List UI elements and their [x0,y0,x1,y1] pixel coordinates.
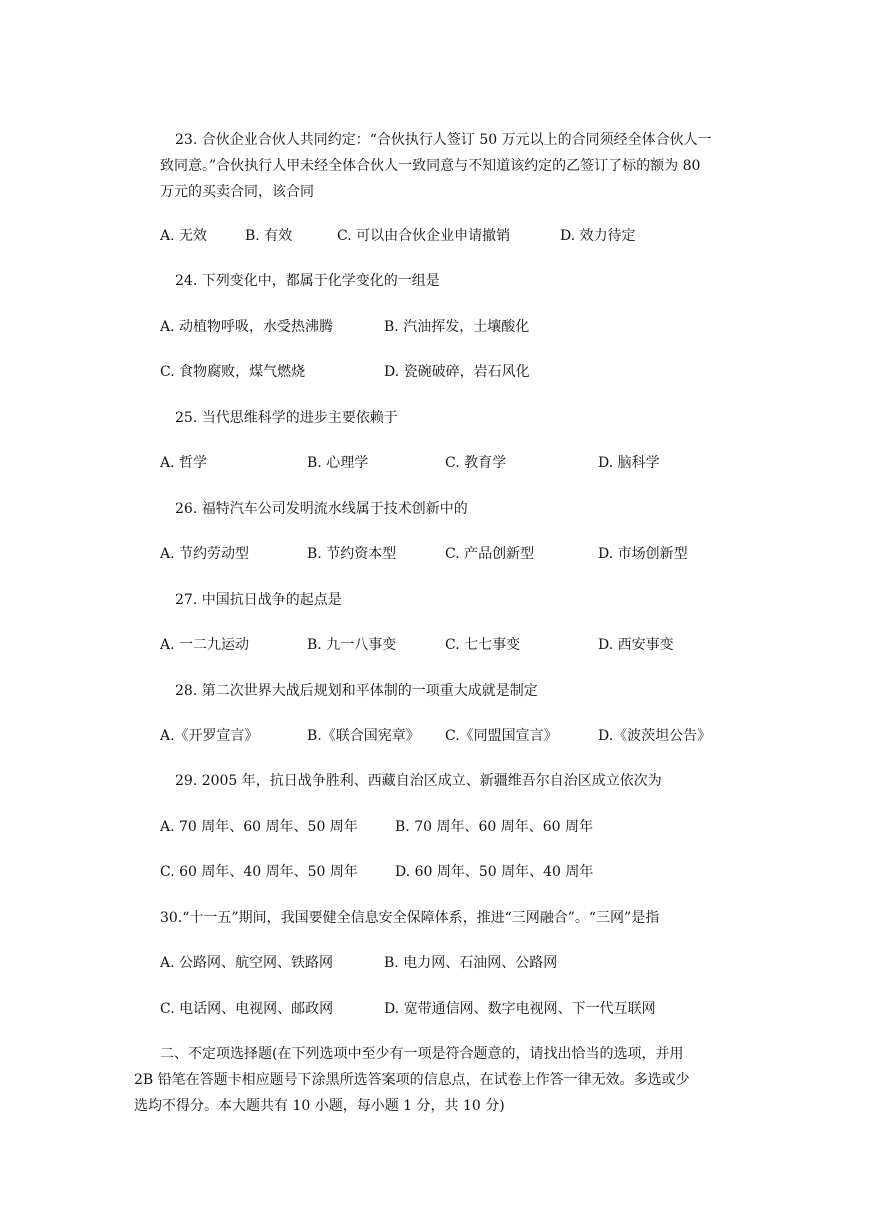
q26-stem: 26. 福特汽车公司发明流水线属于技术创新中的 [175,501,468,517]
q23-option-a: A. 无效 [160,228,208,244]
q25-option-a: A. 哲学 [160,455,208,471]
q24-option-c: C. 食物腐败，煤气燃烧 [160,364,306,380]
q25-option-d: D. 脑科学 [598,455,660,471]
q27-stem: 27. 中国抗日战争的起点是 [175,592,342,608]
q23-option-c: C. 可以由合伙企业申请撤销 [337,228,511,244]
q30-option-c: C. 电话网、电视网、邮政网 [160,1001,334,1017]
section2-intro-line-3: 选均不得分。本大题共有 10 小题，每小题 1 分，共 10 分) [134,1098,505,1114]
q25-stem: 25. 当代思维科学的进步主要依赖于 [175,410,398,426]
q28-option-a: A.《开罗宣言》 [160,728,259,744]
q25-option-c: C. 教育学 [445,455,507,471]
q27-option-b: B. 九一八事变 [307,637,397,653]
q28-option-d: D.《波茨坦公告》 [598,728,712,744]
q24-option-a: A. 动植物呼吸，水受热沸腾 [160,319,334,335]
q24-option-d: D. 瓷碗破碎，岩石风化 [384,364,530,380]
q30-stem: 30.“十一五”期间，我国要健全信息安全保障体系，推进“三网融合”。“三网”是指 [160,910,660,926]
q28-option-c: C.《同盟国宣言》 [445,728,558,744]
q30-option-a: A. 公路网、航空网、铁路网 [160,955,334,971]
q29-option-b: B. 70 周年、60 周年、60 周年 [395,819,593,835]
q23-stem-line-3: 万元的买卖合同，该合同 [160,184,314,200]
q26-option-d: D. 市场创新型 [598,546,688,562]
q23-stem-line-1: 23. 合伙企业合伙人共同约定：“合伙执行人签订 50 万元以上的合同须经全体合伙人一 [175,132,712,148]
q30-option-b: B. 电力网、石油网、公路网 [384,955,558,971]
q27-option-d: D. 西安事变 [598,637,674,653]
section2-intro-line-2: 2B 铅笔在答题卡相应题号下涂黑所选答案项的信息点，在试卷上作答一律无效。多选或少 [134,1072,690,1088]
q28-option-b: B.《联合国宪章》 [307,728,420,744]
q27-option-a: A. 一二九运动 [160,637,250,653]
q23-option-b: B. 有效 [245,228,293,244]
q26-option-b: B. 节约资本型 [307,546,397,562]
section2-intro-line-1: 二、不定项选择题(在下列选项中至少有一项是符合题意的，请找出恰当的选项，并用 [160,1046,684,1062]
q29-stem: 29. 2005 年，抗日战争胜利、西藏自治区成立、新疆维吾尔自治区成立依次为 [175,773,662,789]
q23-stem-line-2: 致同意。”合伙执行人甲未经全体合伙人一致同意与不知道该约定的乙签订了标的额为 80 [160,158,701,174]
q29-option-a: A. 70 周年、60 周年、50 周年 [160,819,358,835]
q29-option-d: D. 60 周年、50 周年、40 周年 [395,864,594,880]
q26-option-c: C. 产品创新型 [445,546,535,562]
q24-stem: 24. 下列变化中，都属于化学变化的一组是 [175,273,440,289]
q25-option-b: B. 心理学 [307,455,369,471]
q27-option-c: C. 七七事变 [445,637,521,653]
q29-option-c: C. 60 周年、40 周年、50 周年 [160,864,358,880]
q28-stem: 28. 第二次世界大战后规划和平体制的一项重大成就是制定 [175,683,538,699]
q30-option-d: D. 宽带通信网、数字电视网、下一代互联网 [384,1001,656,1017]
q24-option-b: B. 汽油挥发，土壤酸化 [384,319,530,335]
q26-option-a: A. 节约劳动型 [160,546,250,562]
q23-option-d: D. 效力待定 [560,228,636,244]
